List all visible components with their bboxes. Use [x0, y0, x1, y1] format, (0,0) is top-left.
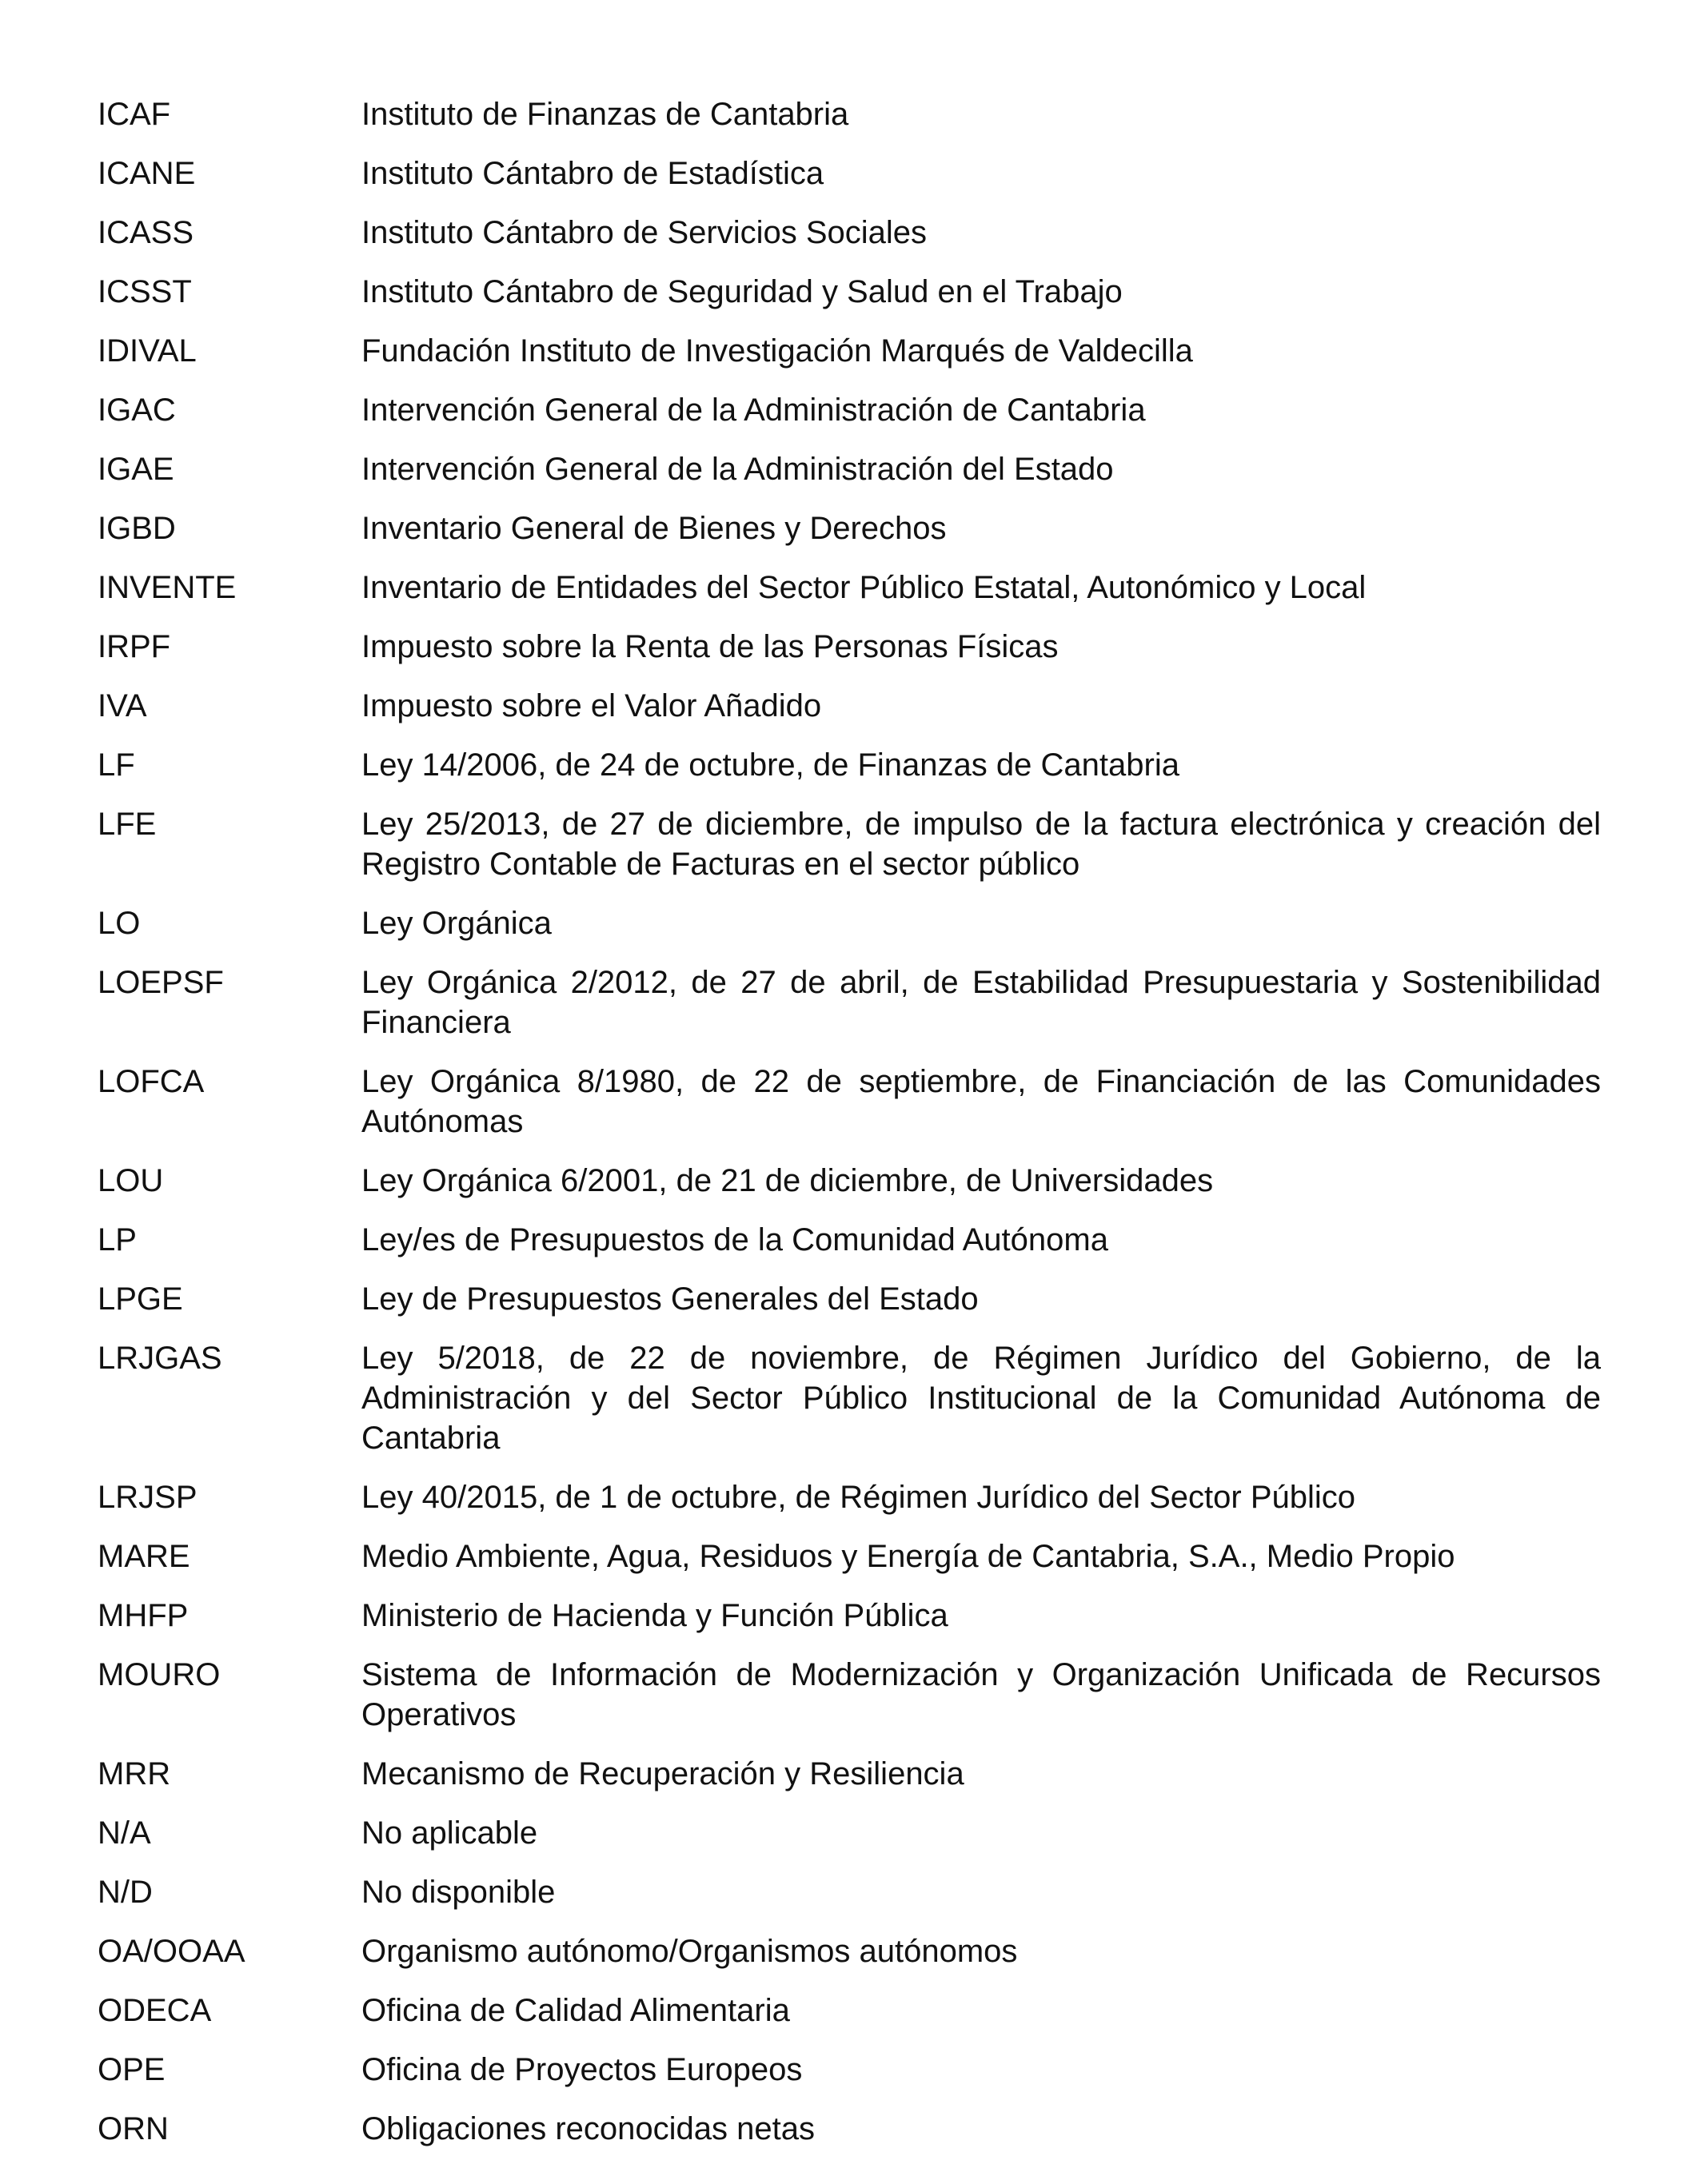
definition: Oficina de Calidad Alimentaria — [361, 1993, 790, 2028]
glossary-entry — [98, 804, 1601, 884]
glossary-entry — [98, 568, 1601, 608]
definition: Instituto Cántabro de Servicios Sociales — [361, 215, 928, 250]
definition: Impuesto sobre el Valor Añadido — [361, 688, 822, 723]
abbreviation-glossary — [98, 94, 1601, 2168]
definition: Inventario General de Bienes y Derechos — [361, 511, 947, 546]
glossary-entry — [98, 331, 1601, 371]
glossary-entry — [98, 1220, 1601, 1260]
glossary-entry — [98, 2109, 1601, 2149]
glossary-entry — [98, 686, 1601, 726]
glossary-entry — [98, 1596, 1601, 1636]
abbreviation: MRR — [98, 1756, 171, 1791]
definition: Ley de Presupuestos Generales del Estado — [361, 1281, 979, 1317]
abbreviation: OA/OOAA — [98, 1934, 245, 1969]
definition: Instituto Cántabro de Seguridad y Salud en el Trabajo — [361, 274, 1123, 309]
definition: Oficina de Proyectos Europeos — [361, 2052, 803, 2087]
abbreviation: IDIVAL — [98, 333, 197, 369]
glossary-entry — [98, 627, 1601, 667]
abbreviation: LOEPSF — [98, 965, 224, 1000]
definition: Mecanismo de Recuperación y Resiliencia — [361, 1756, 964, 1791]
glossary-entry — [98, 962, 1601, 1042]
definition: Ley 25/2013, de 27 de diciembre, de impulso de la factura electrónica y creación del Registro Contable de Facturas en el sector público — [361, 807, 1601, 882]
definition: Instituto de Finanzas de Cantabria — [361, 97, 849, 132]
definition: Ley Orgánica 2/2012, de 27 de abril, de Estabilidad Presupuestaria y Sostenibilidad Financiera — [361, 965, 1601, 1040]
definition: Impuesto sobre la Renta de las Personas Físicas — [361, 629, 1059, 664]
abbreviation: ICSST — [98, 274, 192, 309]
definition: Organismo autónomo/Organismos autónomos — [361, 1934, 1018, 1969]
glossary-entry — [98, 272, 1601, 312]
glossary-entry — [98, 2050, 1601, 2090]
abbreviation: INVENTE — [98, 570, 237, 605]
glossary-entry — [98, 1536, 1601, 1576]
glossary-entry — [98, 1872, 1601, 1912]
abbreviation: IRPF — [98, 629, 171, 664]
glossary-entry — [98, 1338, 1601, 1458]
definition: Ley 5/2018, de 22 de noviembre, de Régimen Jurídico del Gobierno, de la Administración y del Sector Público Institucional de la Comunidad Autónoma de Cantabria — [361, 1341, 1601, 1456]
abbreviation: ODECA — [98, 1993, 212, 2028]
glossary-entry — [98, 1062, 1601, 1142]
definition: Sistema de Información de Modernización y Organización Unificada de Recursos Operativos — [361, 1657, 1601, 1732]
glossary-entry — [98, 94, 1601, 134]
definition: Medio Ambiente, Agua, Residuos y Energía de Cantabria, S.A., Medio Propio — [361, 1539, 1455, 1574]
definition: Ley Orgánica 6/2001, de 21 de diciembre, de Universidades — [361, 1163, 1214, 1198]
abbreviation: N/A — [98, 1815, 151, 1851]
glossary-entry — [98, 1477, 1601, 1517]
abbreviation: ICANE — [98, 156, 196, 191]
definition: Ley 40/2015, de 1 de octubre, de Régimen Jurídico del Sector Público — [361, 1480, 1356, 1515]
abbreviation: LRJGAS — [98, 1341, 222, 1376]
abbreviation: LP — [98, 1222, 137, 1257]
definition: No disponible — [361, 1875, 556, 1910]
glossary-entry — [98, 745, 1601, 785]
abbreviation: LOFCA — [98, 1064, 205, 1099]
definition: Fundación Instituto de Investigación Marqués de Valdecilla — [361, 333, 1193, 369]
glossary-entry — [98, 508, 1601, 548]
glossary-entry — [98, 1754, 1601, 1794]
glossary-entry — [98, 903, 1601, 943]
abbreviation: LFE — [98, 807, 157, 842]
definition: Instituto Cántabro de Estadística — [361, 156, 824, 191]
glossary-entry — [98, 1991, 1601, 2031]
definition: Ley Orgánica 8/1980, de 22 de septiembre, de Financiación de las Comunidades Autónomas — [361, 1064, 1601, 1139]
abbreviation: IVA — [98, 688, 147, 723]
abbreviation: IGBD — [98, 511, 176, 546]
glossary-entry — [98, 1813, 1601, 1853]
definition: Ministerio de Hacienda y Función Pública — [361, 1598, 948, 1633]
abbreviation: ICAF — [98, 97, 171, 132]
abbreviation: LPGE — [98, 1281, 183, 1317]
abbreviation: LOU — [98, 1163, 164, 1198]
glossary-entry — [98, 1931, 1601, 1971]
glossary-entry — [98, 1655, 1601, 1735]
glossary-entry — [98, 153, 1601, 193]
abbreviation: LF — [98, 747, 135, 783]
abbreviation: ICASS — [98, 215, 194, 250]
definition: Inventario de Entidades del Sector Público Estatal, Autonómico y Local — [361, 570, 1367, 605]
abbreviation: MHFP — [98, 1598, 189, 1633]
definition: Intervención General de la Administración del Estado — [361, 452, 1114, 487]
abbreviation: IGAC — [98, 393, 176, 428]
abbreviation: MARE — [98, 1539, 190, 1574]
abbreviation: LRJSP — [98, 1480, 198, 1515]
abbreviation: N/D — [98, 1875, 153, 1910]
definition: Ley 14/2006, de 24 de octubre, de Finanzas de Cantabria — [361, 747, 1179, 783]
abbreviation: ORN — [98, 2111, 169, 2146]
glossary-entry — [98, 449, 1601, 489]
glossary-entry — [98, 213, 1601, 253]
glossary-entry — [98, 1279, 1601, 1319]
glossary-entry — [98, 390, 1601, 430]
definition: Ley/es de Presupuestos de la Comunidad Autónoma — [361, 1222, 1108, 1257]
glossary-entry — [98, 1161, 1601, 1201]
definition: Intervención General de la Administración de Cantabria — [361, 393, 1146, 428]
definition: Ley Orgánica — [361, 906, 552, 941]
abbreviation: OPE — [98, 2052, 166, 2087]
abbreviation: LO — [98, 906, 141, 941]
definition: Obligaciones reconocidas netas — [361, 2111, 816, 2146]
abbreviation: IGAE — [98, 452, 174, 487]
abbreviation: MOURO — [98, 1657, 221, 1692]
definition: No aplicable — [361, 1815, 538, 1851]
